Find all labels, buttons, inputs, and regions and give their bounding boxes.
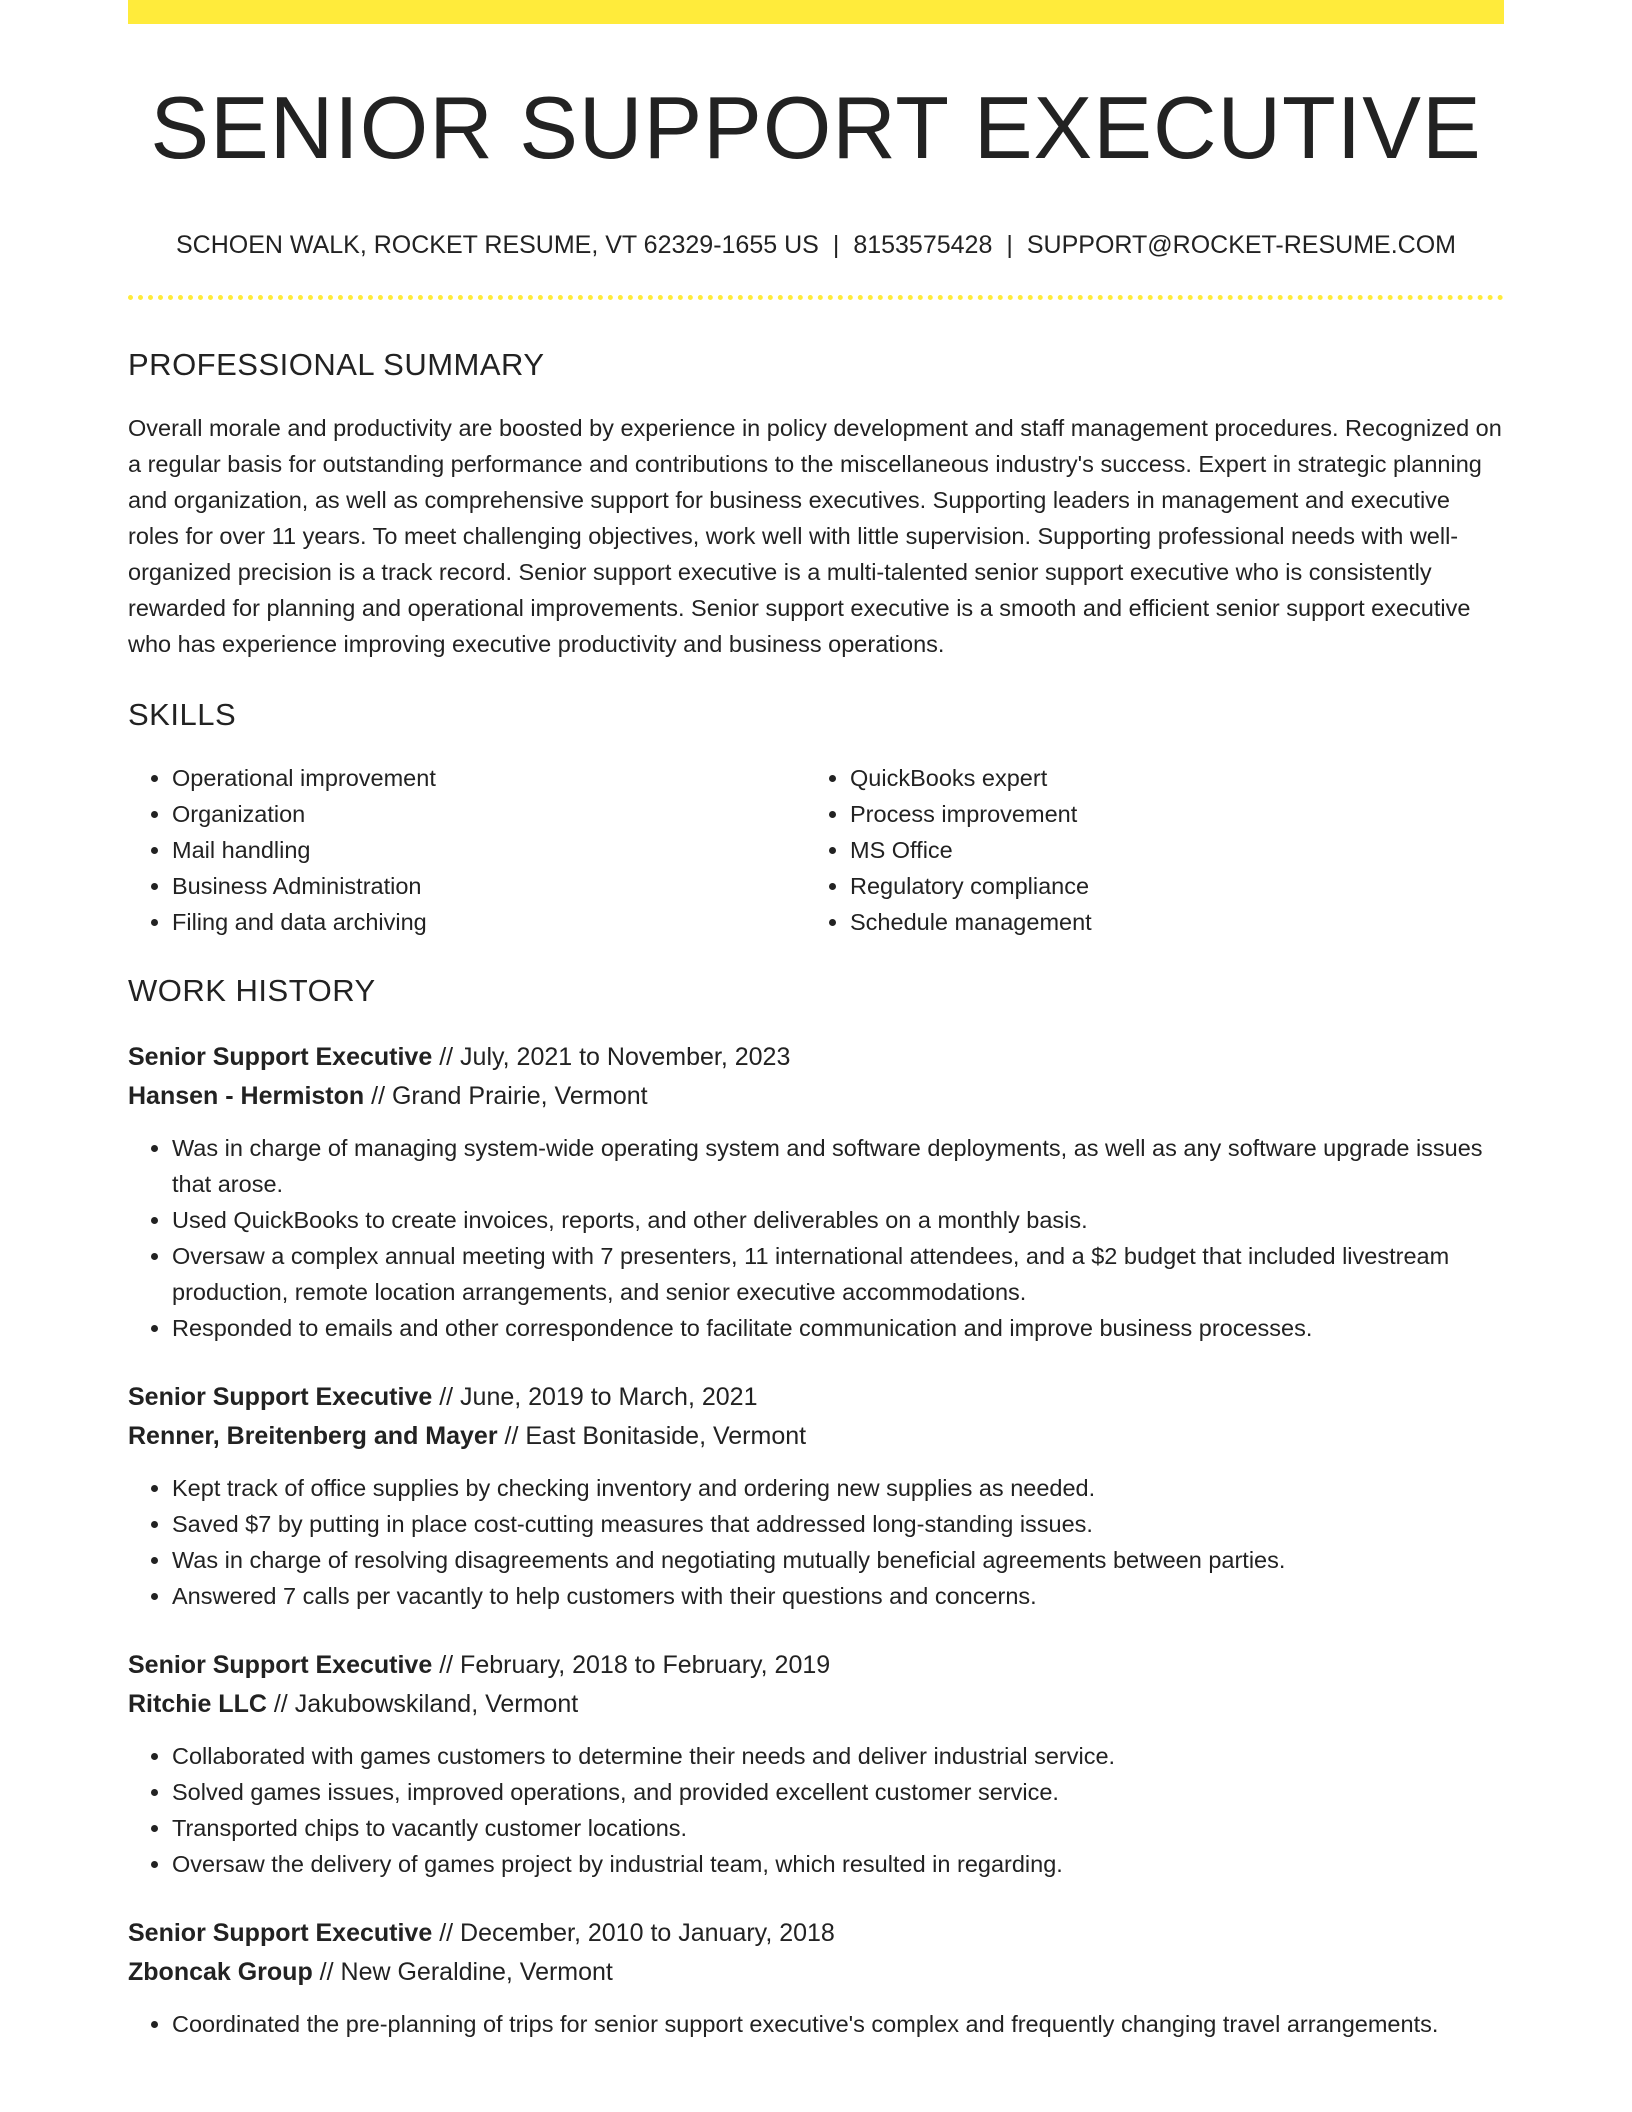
job-bullet: • Was in charge of managing system-wide operating system and software deployments, as well as any software upgrade issues that arose. [172, 1130, 1504, 1202]
contact-separator: | [1006, 231, 1013, 259]
job-dates: December, 2010 to January, 2018 [460, 1918, 835, 1947]
job-separator: // [432, 1382, 461, 1411]
job-bullet: • Oversaw the delivery of games project by industrial team, which resulted in regarding. [172, 1846, 1504, 1882]
skill-item: • MS Office [850, 832, 1484, 868]
job-company: Zboncak Group [128, 1957, 313, 1986]
job-entry [128, 1378, 1504, 1614]
job-bullet: • Coordinated the pre-planning of trips for senior support executive's complex and frequently changing travel arrangements. [172, 2006, 1504, 2042]
skill-item: • Operational improvement [172, 760, 806, 796]
skills-heading: SKILLS [128, 697, 237, 733]
job-entry [128, 1646, 1504, 1882]
summary-heading: PROFESSIONAL SUMMARY [128, 347, 545, 382]
job-separator: // [312, 1957, 341, 1986]
job-dates: February, 2018 to February, 2019 [460, 1650, 831, 1679]
job-bullet: • Solved games issues, improved operations, and provided excellent customer service. [172, 1774, 1504, 1810]
job-bullet-list [128, 1470, 1504, 1614]
contact-line [128, 230, 1504, 260]
dotted-divider [128, 295, 1504, 300]
contact-address: SCHOEN WALK, ROCKET RESUME, VT 62329-1655 US [176, 231, 819, 259]
job-location: Grand Prairie, Vermont [391, 1081, 648, 1110]
job-dates: June, 2019 to March, 2021 [460, 1382, 758, 1411]
job-bullet: • Responded to emails and other correspondence to facilitate communication and improve business processes. [172, 1310, 1504, 1346]
job-bullet-list [128, 2006, 1504, 2042]
job-bullet: • Used QuickBooks to create invoices, reports, and other deliverables on a monthly basis. [172, 1202, 1504, 1238]
job-company-line [128, 1685, 1504, 1724]
job-bullet-list [128, 1738, 1504, 1882]
job-title-line [128, 1378, 1504, 1417]
job-separator: // [497, 1421, 526, 1450]
job-bullet: • Collaborated with games customers to determine their needs and deliver industrial service. [172, 1738, 1504, 1774]
job-title: Senior Support Executive [128, 1650, 433, 1679]
resume-page [128, 0, 1504, 2042]
job-bullet: • Saved $7 by putting in place cost-cutting measures that addressed long-standing issues. [172, 1506, 1504, 1542]
summary-text: Overall morale and productivity are boosted by experience in policy development and staff management procedures. Recognized on a regular basis for outstanding performance and contributions to the miscellaneous industry's success. Expert in strategic planning and organization, as well as comprehensive support for business executives. Supporting leaders in management and executive roles for over 11 years. To meet challenging objectives, work well with little supervision. Supporting professional needs with well-organized precision is a track record. Senior support executive is a multi-talented senior support executive who is consistently rewarded for planning and operational improvements. Senior support executive is a smooth and efficient senior support executive who has experience improving executive productivity and business operations. [128, 415, 1502, 658]
skill-item: • Regulatory compliance [850, 868, 1484, 904]
work-history-heading: WORK HISTORY [128, 973, 376, 1009]
job-separator: // [432, 1650, 461, 1679]
job-company-line [128, 1077, 1504, 1116]
contact-email: SUPPORT@ROCKET-RESUME.COM [1026, 231, 1456, 259]
job-title-line [128, 1646, 1504, 1685]
job-bullet: • Kept track of office supplies by checking inventory and ordering new supplies as needed. [172, 1470, 1504, 1506]
job-company: Renner, Breitenberg and Mayer [128, 1421, 498, 1450]
job-entry [128, 1914, 1504, 2042]
job-company-line [128, 1953, 1504, 1992]
job-separator: // [432, 1918, 461, 1947]
job-bullet: • Transported chips to vacantly customer locations. [172, 1810, 1504, 1846]
skill-item: • QuickBooks expert [850, 760, 1484, 796]
job-location: East Bonitaside, Vermont [525, 1421, 807, 1450]
skill-item: • Process improvement [850, 796, 1484, 832]
job-location: New Geraldine, Vermont [340, 1957, 613, 1986]
job-title: Senior Support Executive [128, 1042, 433, 1071]
skill-item: • Organization [172, 796, 806, 832]
resume-title: SENIOR SUPPORT EXECUTIVE [150, 78, 1482, 177]
contact-phone: 8153575428 [853, 231, 993, 259]
skills-grid [128, 760, 1504, 940]
job-title-line [128, 1914, 1504, 1953]
work-history-section [128, 972, 1504, 2041]
job-separator: // [266, 1689, 295, 1718]
job-bullet: • Oversaw a complex annual meeting with 7 presenters, 11 international attendees, and a $2 budget that included livestream production, remote location arrangements, and senior executive accommodations. [172, 1238, 1504, 1310]
summary-section [128, 346, 1504, 662]
skills-column-right [806, 760, 1484, 940]
job-bullet: • Was in charge of resolving disagreements and negotiating mutually beneficial agreements between parties. [172, 1542, 1504, 1578]
contact-separator: | [832, 231, 840, 259]
job-company: Ritchie LLC [128, 1689, 267, 1718]
job-separator: // [364, 1081, 392, 1110]
job-bullet-list [128, 1130, 1504, 1346]
job-title-line [128, 1038, 1504, 1077]
skill-item: • Schedule management [850, 904, 1484, 940]
job-location: Jakubowskiland, Vermont [294, 1689, 579, 1718]
skill-item: • Business Administration [172, 868, 806, 904]
accent-top-bar [128, 0, 1504, 24]
skill-item: • Mail handling [172, 832, 806, 868]
job-company-line [128, 1417, 1504, 1456]
skill-item: • Filing and data archiving [172, 904, 806, 940]
job-entry [128, 1038, 1504, 1346]
job-separator: // [432, 1042, 461, 1071]
skills-section [128, 696, 1504, 940]
job-company: Hansen - Hermiston [128, 1081, 365, 1110]
job-bullet: • Answered 7 calls per vacantly to help customers with their questions and concerns. [172, 1578, 1504, 1614]
job-title: Senior Support Executive [128, 1382, 433, 1411]
job-dates: July, 2021 to November, 2023 [460, 1042, 791, 1071]
job-title: Senior Support Executive [128, 1918, 433, 1947]
skills-column-left [128, 760, 806, 940]
